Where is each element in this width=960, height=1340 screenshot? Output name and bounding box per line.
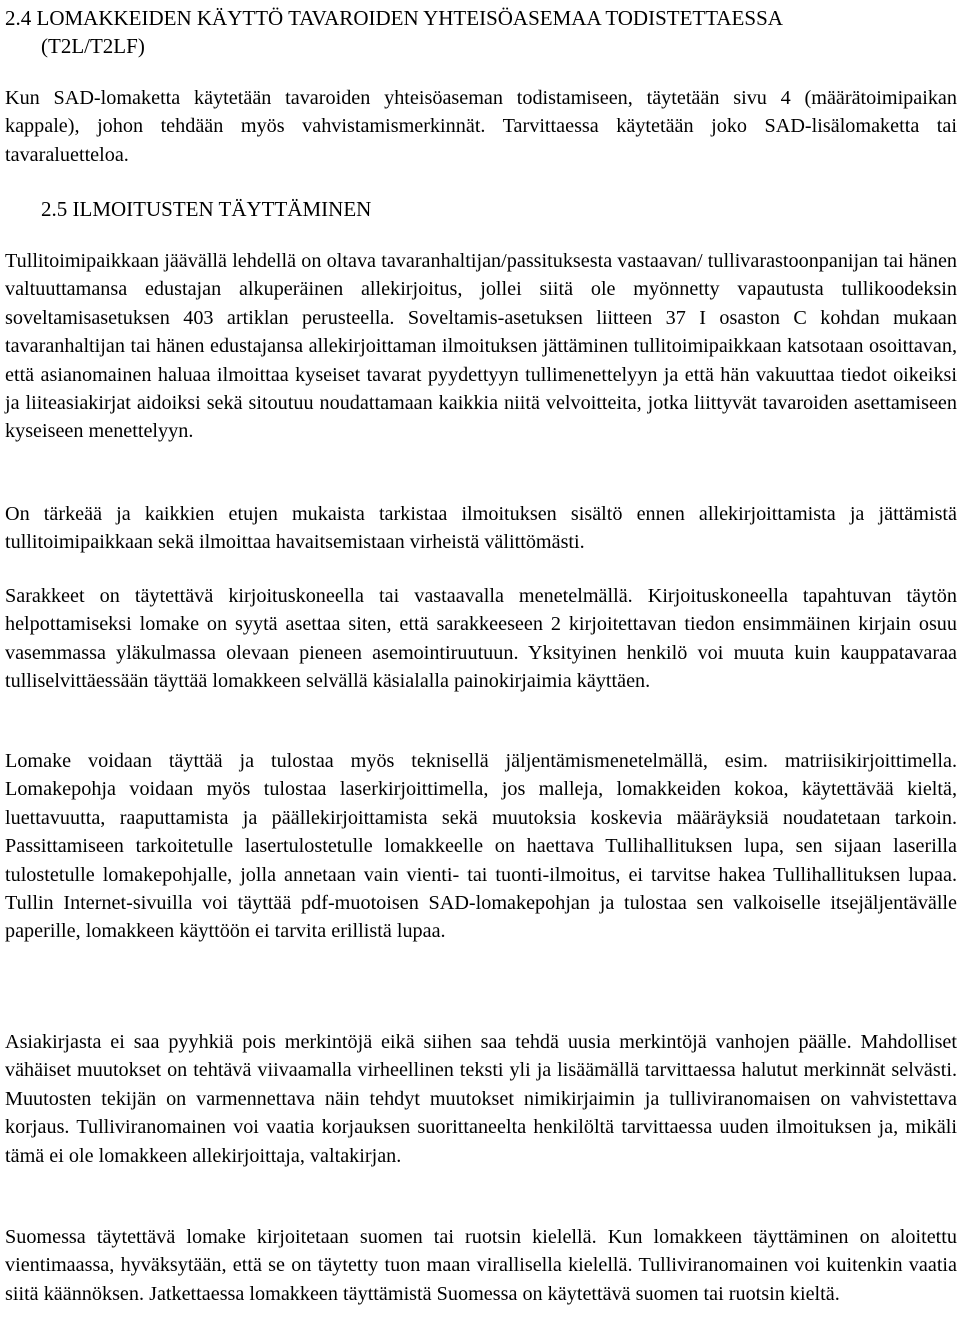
paragraph: Lomake voidaan täyttää ja tulostaa myös teknisellä jäljentämismenetelmällä, esim. matriisikirjoittimella. Lomakepohja voidaan myös tulostaa laserkirjoittimella, jos malleja, lomakkeiden kokoa, käytettävää kieltä, luettavuutta, raaputtamista ja päällekirjoittamista sekä muutoksia koskevia määräyksiä noudatetaan tarkoin. Passittamiseen tarkoitetulle lasertulostetulle lomakkeelle on haettava Tullihallituksen lupa, sen sijaan laserilla tulostetulle lomakepohjalle, jolla annetaan vain vienti- tai tuonti-ilmoitus, ei tarvitse hakea Tullihallituksen lupaa. Tullin Internet-sivuilla voi täyttää pdf-muotoisen SAD-lomakepohjan ja tulostaa sen valkoiselle itsejäljentävälle paperille, lomakkeen käyttöön ei tarvita erillistä lupaa. [5, 750, 957, 943]
section-2-5-paragraph-4 [5, 747, 957, 946]
paragraph: On tärkeää ja kaikkien etujen mukaista tarkistaa ilmoituksen sisältö ennen allekirjoittamista ja jättämistä tullitoimipaikkaan sekä ilmoittaa havaitsemistaan virheistä välittömästi. [5, 503, 957, 554]
section-2-4-heading [5, 4, 957, 60]
paragraph: Asiakirjasta ei saa pyyhkiä pois merkintöjä eikä siihen saa tehdä uusia merkintöjä vanhojen päälle. Mahdolliset vähäiset muutokset on tehtävä viivaamalla virheellinen teksti yli ja lisäämällä tarvittaessa halutut merkinnät selvästi. Muutosten tekijän on varmennettava näin tehdyt muutokset nimikirjaimin ja tulliviranomaisen on vahvistettava korjaus. Tulliviranomainen voi vaatia korjauksen suorittaneelta henkilöltä tarvittaessa uuden ilmoituksen ja, mikäli tämä ei ole lomakkeen allekirjoittaja, valtakirjan. [5, 1031, 957, 1167]
section-2-5-paragraph-1 [5, 247, 957, 446]
section-2-5-title: 2.5 ILMOITUSTEN TÄYTTÄMINEN [41, 197, 372, 221]
section-2-5-paragraph-3 [5, 582, 957, 696]
paragraph: Kun SAD-lomaketta käytetään tavaroiden yhteisöaseman todistamiseen, täytetään sivu 4 (määrätoimipaikan kappale), johon tehdään myös vahvistamismerkinnät. Tarvittaessa käytetään joko SAD-lisälomaketta tai tavaraluetteloa. [5, 87, 957, 166]
section-2-4-heading-line1: 2.4 LOMAKKEIDEN KÄYTTÖ TAVAROIDEN YHTEISÖASEMAA TODISTETTAESSA [5, 6, 783, 30]
section-2-5-heading [5, 195, 957, 223]
section-2-5-paragraph-6 [5, 1223, 957, 1308]
section-2-5-paragraph-2 [5, 500, 957, 557]
paragraph: Tullitoimipaikkaan jäävällä lehdellä on oltava tavaranhaltijan/passituksesta vastaavan/ tullivarastoonpanijan tai hänen valtuuttamansa edustajan alkuperäinen allekirjoitus, jollei siitä ole myönnetty vapautusta tullikoodeksin soveltamisasetuksen 403 artiklan perusteella. Soveltamis-asetuksen liitteen 37 I osaston C kohdan mukaan tavaranhaltijan tai hänen edustajansa allekirjoittaman ilmoituksen jättäminen tullitoimipaikkaan katsotaan osoittavan, että asianomainen haluaa ilmoittaa kyseiset tavarat pyydettyyn tullimenettelyyn ja että hän vakuuttaa tiedot oikeiksi ja liiteasiakirjat aidoiksi sekä sitoutuu noudattamaan kaikkia niitä velvoitteita, jotka liittyvät tavaroiden asettamiseen kyseiseen menettelyyn. [5, 250, 957, 443]
section-2-4-heading-line2: (T2L/T2LF) [41, 34, 145, 58]
section-2-4-body [5, 84, 957, 169]
paragraph: Suomessa täytettävä lomake kirjoitetaan suomen tai ruotsin kielellä. Kun lomakkeen täyttäminen on aloitettu vientimaassa, hyväksytään, että se on täytetty tuon maan virallisella kielellä. Tulliviranomainen voi kuitenkin vaatia siitä käännöksen. Jatkettaessa lomakkeen täyttämistä Suomessa on käytettävä suomen tai ruotsin kieltä. [5, 1226, 957, 1305]
paragraph: Sarakkeet on täytettävä kirjoituskoneella tai vastaavalla menetelmällä. Kirjoituskoneella tapahtuvan täytön helpottamiseksi lomake on syytä asettaa siten, että sarakkeeseen 2 kirjoitettavan tiedon ensimmäinen kirjain osuu vasemmassa yläkulmassa olevaan pieneen asemointiruutuun. Yksityinen henkilö voi muuta kuin kauppatavaraa tulliselvittäessään täyttää lomakkeen selvällä käsialalla painokirjaimia käyttäen. [5, 585, 957, 693]
section-2-5-paragraph-5 [5, 1028, 957, 1170]
